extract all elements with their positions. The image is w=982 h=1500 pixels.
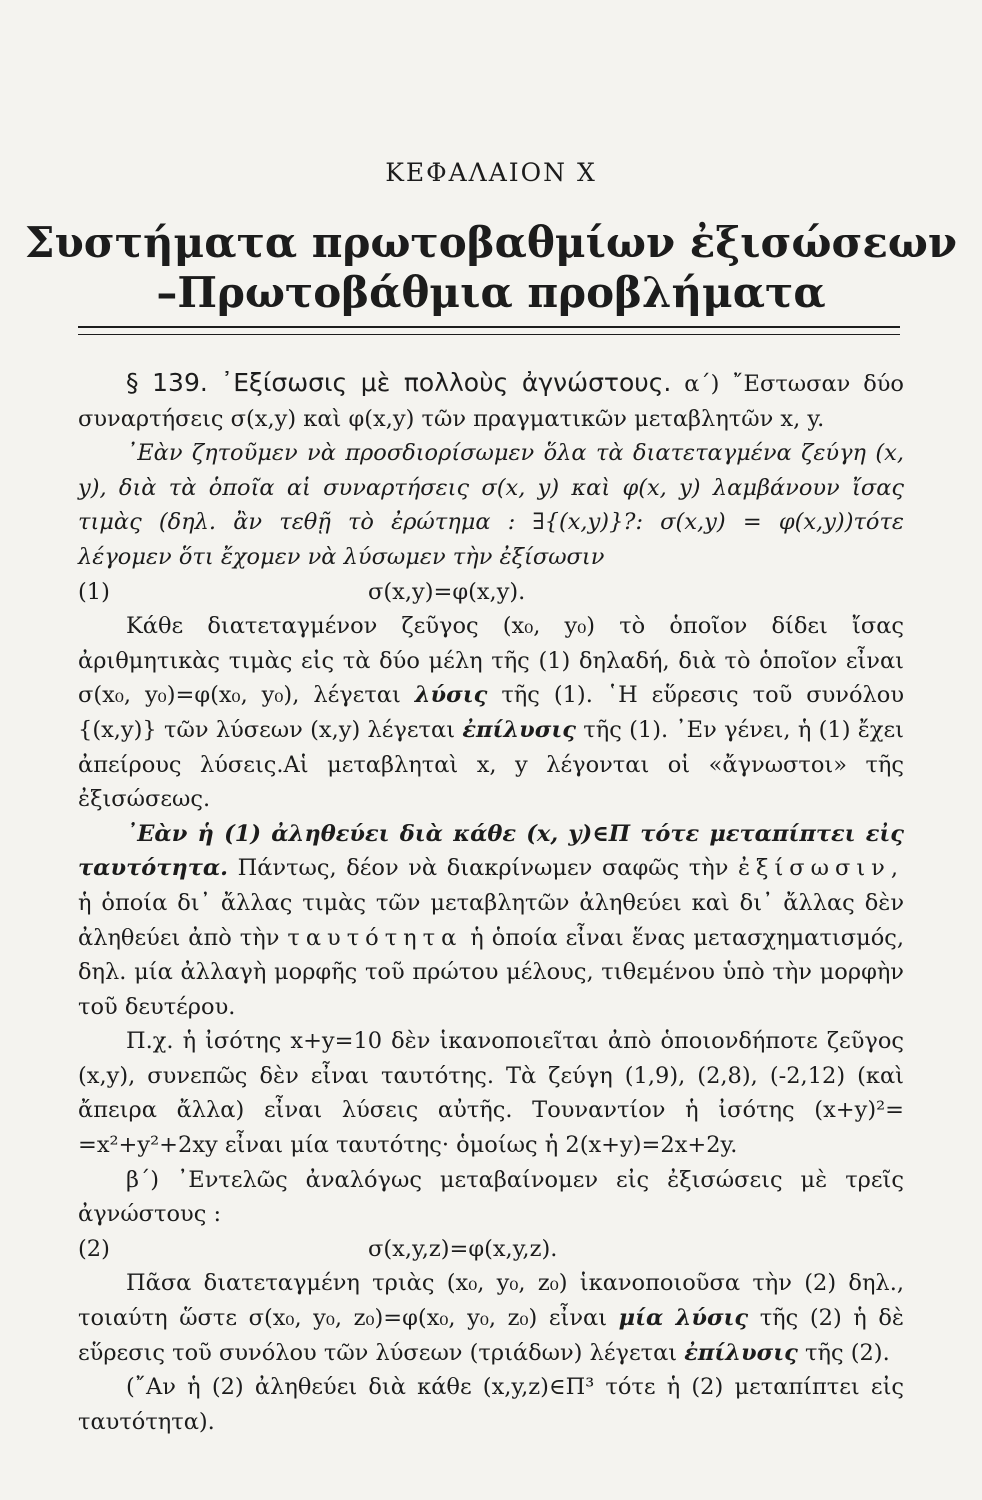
equation-1 (78, 575, 904, 610)
term-epilysis-2: ἐπίλυσις (684, 1339, 798, 1366)
paragraph-solution-text-1: Κάθε διατεταγμένον ζεῦγος (x₀, y₀) τὸ ὁποῖον δίδει ἴσας ἀριθμητικὰς τιμὰς εἰς τὰ δύο μέλη τῆς (1) δηλαδή, διὰ τὸ ὁποῖον εἶναι σ(x₀, y₀)=φ(x₀, y₀), λέγεται (78, 613, 904, 709)
paragraph-solution-text-3: τῆς (1). ᾿Εν γένει, ἡ (1) ἔχει ἀπείρους λύσεις.Αἱ μεταβληταὶ x, y λέγονται οἱ «ἄγνωστοι» τῆς ἐξισώσεως. (78, 716, 904, 813)
paragraph-identity-text-3: ἡ ὁποία εἶναι ἕνας μετασχηματισμός, δηλ. μία ἀλλαγὴ μορφῆς τοῦ πρώτου μέλους, τιθεμένου ὑπὸ τὴν μορφὴν τοῦ δευτέρου. (78, 924, 905, 1020)
chapter-label: ΚΕΦΑΛΑΙΟΝ Χ (385, 158, 597, 187)
paragraph-identity-text-2: ἡ ὁποία δι᾿ ἄλλας τιμὰς τῶν μεταβλητῶν ἀληθεύει καὶ δι᾿ ἄλλας δὲν ἀληθεύει ἀπὸ τὴν (78, 889, 904, 951)
term-mia-lysis: μία λύσις (618, 1305, 749, 1332)
equation-2 (78, 1232, 904, 1267)
section-heading: ᾿Εξίσωσις μὲ πολλοὺς ἀγνώστους. (220, 368, 672, 397)
term-epilysis: ἐπίλυσις (462, 716, 576, 743)
title-rule-thick (78, 326, 900, 328)
paragraph-triple-text-3: τῆς (2). (805, 1339, 890, 1366)
spaced-word-exisosin: ἐξίσωσιν, (737, 855, 904, 882)
paragraph-definition: ᾿Εὰν ζητοῦμεν νὰ προσδιορίσωμεν ὅλα τὰ διατεταγμένα ζεύγη (x, y), διὰ τὰ ὁποῖα αἱ συναρτήσεις σ(x, y) καὶ φ(x, y) λαμβάνουν ἴσας τιμὰς (δηλ. ἂν τεθῇ τὸ ἐρώτημα : ∃{(x,y)}?: σ(x,y) = φ(x,y))τότε λέγομεν ὅτι ἔχομεν νὰ λύσωμεν τὴν ἐξίσωσιν (78, 440, 904, 570)
paragraph-example: Π.χ. ἡ ἰσότης x+y=10 δὲν ἱκανοποιεῖται ἀπὸ ὁποιονδήποτε ζεῦγος (x,y), συνεπῶς δὲν εἶναι ταυτότης. Τὰ ζεύγη (1,9), (2,8), (-2,12) (καὶ ἄπειρα ἄλλα) εἶναι λύσεις αὐτῆς. Τουναντίον ἡ ἰσότης (x+y)²= =x²+y²+2xy εἶναι μία ταυτότης· ὁμοίως ἡ 2(x+y)=2x+2y. (78, 1028, 904, 1159)
title-rule-thin (78, 334, 900, 335)
equation-2-number: (2) (78, 1235, 110, 1262)
paragraph-identity-text-1: Πάντως, δέον νὰ διακρίνωμεν σαφῶς τὴν (237, 855, 729, 882)
section-number: § 139. (126, 368, 208, 397)
paragraph-triple (78, 1266, 904, 1370)
equation-2-expression: σ(x,y,z)=φ(x,y,z). (368, 1235, 558, 1262)
chapter-title-line-1: Συστήματα πρωτοβαθμίων ἐξισώσεων (24, 218, 958, 267)
paragraph-identity (78, 817, 904, 1025)
paragraph-triple-text-1: Πᾶσα διατεταγμένη τριὰς (x₀, y₀, z₀) ἱκανοποιοῦσα τὴν (2) δηλ., τοιαύτη ὥστε σ(x₀, y₀, z₀)=φ(x₀, y₀, z₀) εἶναι (78, 1270, 904, 1332)
body-text (78, 366, 904, 1439)
term-lysis: λύσις (414, 682, 488, 709)
identity-statement: ᾿Εὰν ἡ (1) ἀληθεύει διὰ κάθε (x, y)∈Π τότε μεταπίπτει εἰς ταυτότητα. (78, 820, 904, 882)
paragraph-solution-text-2: τῆς (1). ῾Η εὕρεσις τοῦ συνόλου {(x,y)} τῶν λύσεων (x,y) λέγεται (78, 682, 905, 743)
equation-1-number: (1) (78, 578, 110, 605)
equation-1-expression: σ(x,y)=φ(x,y). (368, 578, 526, 605)
paragraph-solution (78, 609, 904, 817)
chapter-title-line-2: –Πρωτοβάθμια προβλήματα (156, 268, 826, 317)
paragraph-final-note: (῎Αν ἡ (2) ἀληθεύει διὰ κάθε (x,y,z)∈Π³ τότε ἡ (2) μεταπίπτει εἰς ταυτότητα). (78, 1374, 904, 1435)
section-139-paragraph (78, 366, 904, 436)
section-part-a: α΄) ῎Εστωσαν δύο συναρτήσεις σ(x,y) καὶ φ(x,y) τῶν πραγματικῶν μεταβλητῶν x, y. (78, 371, 904, 432)
paragraph-triple-text-2: τῆς (2) ἡ δὲ εὕρεσις τοῦ συνόλου τῶν λύσεων (τριάδων) λέγεται (78, 1305, 904, 1366)
spaced-word-taftotita: ταυτότητα (287, 924, 463, 951)
paragraph-three-unknowns: β΄) ᾿Εντελῶς ἀναλόγως μεταβαίνομεν εἰς ἐξισώσεις μὲ τρεῖς ἀγνώστους : (78, 1166, 904, 1228)
